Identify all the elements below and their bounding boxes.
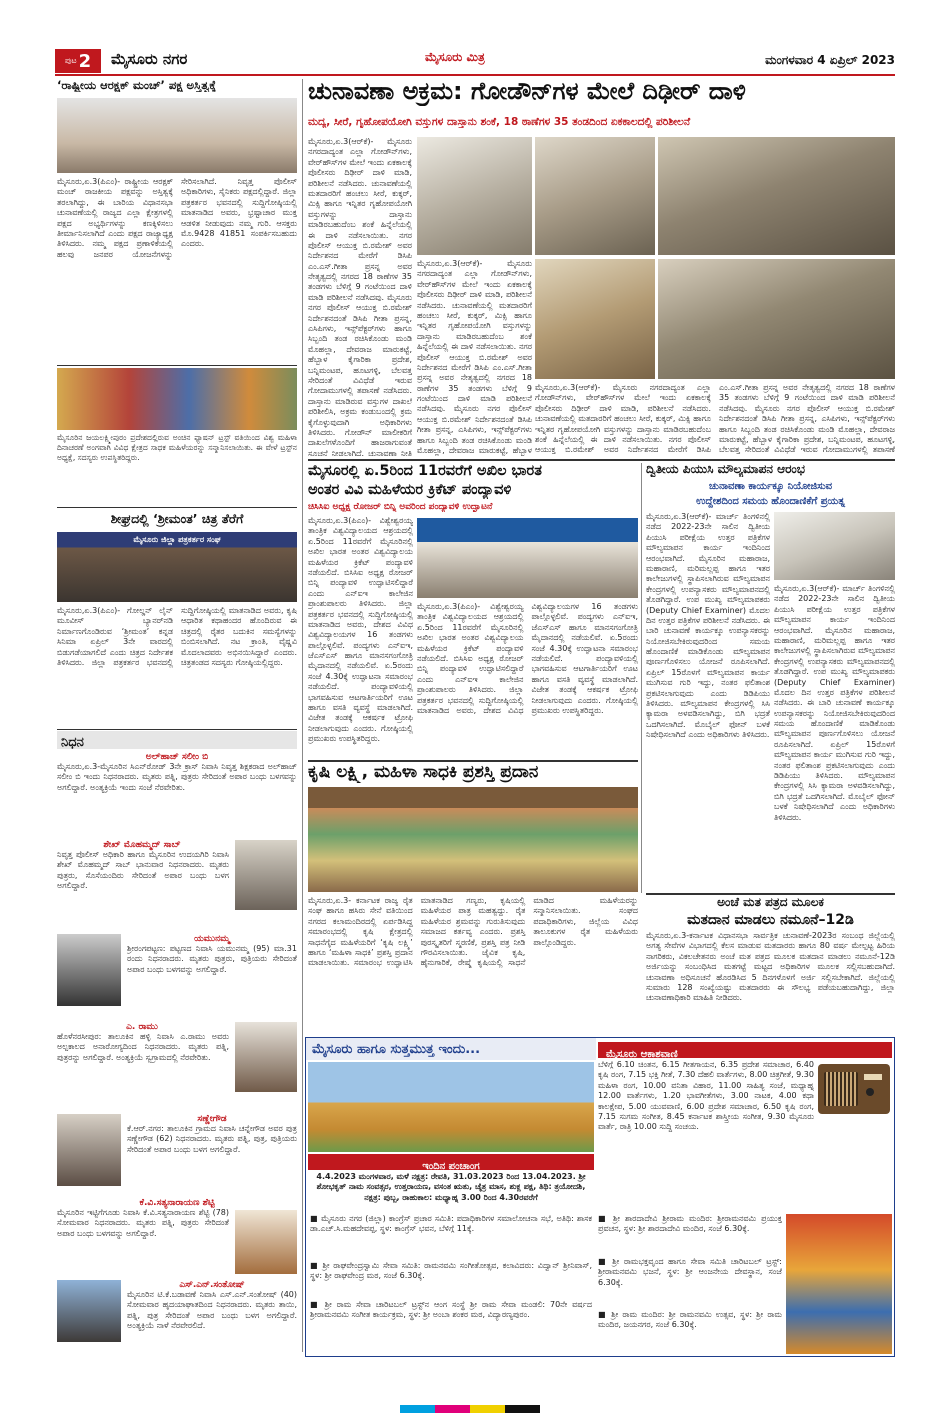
lead-subhead: ಮದ್ಯ, ಸೀರೆ, ಗೃಹೋಪಯೋಗಿ ವಸ್ತುಗಳ ದಾಸ್ತಾನು ಶಂಕೆ, 18 ಠಾಣೆಗಳ 35 ತಂಡದಿಂದ ಏಕಕಾಲದಲ್ಲಿ ಪರಿಶೀಲನೆ	[308, 116, 691, 128]
obit-name: ಶೇಖ್ ಮೊಹಮ್ಮದ್ ಸಾಬ್	[103, 840, 181, 850]
rashtriya-photo	[57, 98, 297, 173]
obit-text: ಹೊಳೆನರಸೀಪುರ: ತಾಲೂಕಿನ ಹಳ್ಳಿ ನಿವಾಸಿ ಎ.ರಾಮು ಅವರು ಅಲ್ಪಕಾಲದ ಅನಾರೋಗ್ಯದಿಂದ ನಿಧನರಾದರು. ಮೃತರು ಪತ್ನಿ, ಪುತ್ರರನ್ನು ಅಗಲಿದ್ದಾರೆ. ಅಂತ್ಯಕ್ರಿಯೆ ಸ್ವಗ್ರಾಮದಲ್ಲಿ ನೆರವೇರಿತು.	[57, 1032, 229, 1062]
cricket-headline-line1: ಮೈಸೂರಲ್ಲಿ ಏ.5ರಿಂದ 11ರವರೆಗೆ ಅಖಿಲ ಭಾರತ	[308, 463, 542, 479]
women-event-caption: ಮೈಸೂರಿನ ಜಯಲಕ್ಷ್ಮೀಪುರಂ ಪ್ರದೇಶದಲ್ಲಿರುವ ಅಂಚಿನ ಫ್ಯಾಷನ್ ಟ್ರಸ್ಟ್ ವತಿಯಿಂದ ವಿಶ್ವ ಮಹಿಳಾ ದಿನಾಚರಣೆ ಅಂಗವಾಗಿ ವಿವಿಧ ಕ್ಷೇತ್ರದ ಸಾಧಕ ಮಹಿಳೆಯರನ್ನು ಸನ್ಮಾನಿಸಲಾಯಿತು. ಈ ವೇಳೆ ಟ್ರಸ್ಟ್‌ನ ಅಧ್ಯಕ್ಷೆ, ಸದಸ್ಯರು ಉಪಸ್ಥಿತರಿದ್ದರು.	[57, 433, 297, 462]
obit-text: ಶ್ರೀರಂಗಪಟ್ಟಣ: ಪಟ್ಟಣದ ನಿವಾಸಿ ಯಮುನಮ್ಮ (95) ಮಾ.31 ರಂದು ನಿಧನರಾದರು. ಮೃತರು ಪುತ್ರರು, ಪುತ್ರಿಯರು ಸೇರಿದಂತೆ ಅಪಾರ ಬಂಧು ಬಳಗವನ್ನು ಅಗಲಿದ್ದಾರೆ.	[127, 944, 297, 974]
lead-headline: ಚುನಾವಣಾ ಅಕ್ರಮ: ಗೋಡೌನ್‌ಗಳ ಮೇಲೆ ದಿಢೀರ್ ದಾಳಿ	[308, 78, 746, 105]
puc-evaluation-photo	[774, 512, 895, 580]
header-rule	[55, 74, 895, 76]
lead-photo-inspection	[658, 259, 895, 379]
puc-headline-line3: ಉದ್ದೇಶದಿಂದ ಸಮಯ ಹೊಂದಾಣಿಕೆಗೆ ಪ್ರಯತ್ನ	[696, 496, 845, 507]
lead-photo-warehouse	[417, 137, 532, 255]
cinema-banner-text: ಮೈಸೂರು ಜಿಲ್ಲಾ ಪತ್ರಕರ್ತರ ಸಂಘ	[133, 535, 221, 544]
obit-name: ಅಲ್‌ಹಾಜ್ ಸಲೀಂ ಬಿ	[145, 752, 209, 762]
obituary-title-bar	[57, 731, 297, 749]
section-name: ಮೈಸೂರು ನಗರ	[111, 50, 188, 68]
column-divider	[641, 463, 642, 893]
event-item: ■ ಶ್ರೀ ರಾಮಭಕ್ತವೃಂದ ಹಾಗೂ ಸೇವಾ ಸಮಿತಿ ಚಾರಿಟಬಲ್ ಟ್ರಸ್ಟ್: ಶ್ರೀರಾಮನವಮಿ ಭಜನೆ, ಸ್ಥಳ: ಶ್ರೀ ಆಂಜನೇಯ ದೇವಸ್ಥಾನ, ಸಂಜೆ 6.30ಕ್ಕೆ.	[598, 1257, 782, 1287]
obit-text: ಕೆ.ಆರ್.ನಗರ: ತಾಲೂಕಿನ ಗ್ರಾಮದ ನಿವಾಸಿ ಚನ್ನೇಗೌಡ ಅವರ ಪುತ್ರ ಸಣ್ಣೇಗೌಡ (62) ನಿಧನರಾದರು. ಮೃತರು ಪತ್ನಿ, ಪುತ್ರ, ಪುತ್ರಿಯರು ಸೇರಿದಂತೆ ಅಪಾರ ಬಂಧು ಬಳಗ ಅಗಲಿದ್ದಾರೆ.	[127, 1124, 297, 1154]
obit-text: ಮೈಸೂರು,ಏ.3-ಮೈಸೂರಿನ ಸಿಎನ್‌ರೋಡ್ 3ನೇ ಕ್ರಾಸ್ ನಿವಾಸಿ ನಿವೃತ್ತ ಶಿಕ್ಷಕರಾದ ಅಲ್‌ಹಾಜ್ ಸಲೀಂ ಬಿ ಇಂದು ನಿಧನರಾದರು. ಮೃತರು ಪತ್ನಿ, ಪುತ್ರರು ಸೇರಿದಂತೆ ಅಪಾರ ಬಂಧು ಬಳಗವನ್ನು ಅಗಲಿದ್ದಾರೆ. ಅಂತ್ಯಕ್ರಿಯೆ ಇಂದು ಸಂಜೆ ನೆರವೇರಿತು.	[57, 762, 297, 792]
obit-name: ಕೆ.ವಿ.ಸತ್ಯನಾರಾಯಣ ಶೆಟ್ಟಿ	[139, 1198, 215, 1208]
obit-portrait	[235, 1022, 297, 1092]
obit-item	[57, 1114, 297, 1196]
event-item: ■ ಮೈಸೂರು ನಗರ (ಜಿಲ್ಲಾ) ಕಾಂಗ್ರೆಸ್ ಪ್ರಚಾರ ಸಮಿತಿ: ಪದಾಧಿಕಾರಿಗಳ ಸಮಾಲೋಚನಾ ಸಭೆ, ಅತಿಥಿ: ಶಾಸಕ ಡಾ.ಎಚ್.ಸಿ.ಮಹದೇವಪ್ಪ, ಸ್ಥಳ: ಕಾಂಗ್ರೆಸ್ ಭವನ, ಬೆಳಿಗ್ಗೆ 11ಕ್ಕೆ.	[310, 1214, 592, 1234]
obit-item	[57, 840, 297, 930]
krishi-body: ಮೈಸೂರು,ಏ.3- ಕರ್ನಾಟಕ ರಾಜ್ಯ ರೈತ ಸಂಘ ಹಾಗೂ ಹಸಿರು ಸೇನೆ ವತಿಯಿಂದ ನಗರದ ಕಲಾಮಂದಿರದಲ್ಲಿ ಏರ್ಪಡಿಸಿದ್ದ ಸಮಾರಂಭದಲ್ಲಿ ಕೃಷಿ ಕ್ಷೇತ್ರದಲ್ಲಿ ಸಾಧನೆಗೈದ ಮಹಿಳೆಯರಿಗೆ ‘ಕೃಷಿ ಲಕ್ಷ್ಮಿ’ ಹಾಗೂ ‘ಮಹಿಳಾ ಸಾಧಕಿ’ ಪ್ರಶಸ್ತಿ ಪ್ರದಾನ ಮಾಡಲಾಯಿತು. ಸಮಾರಂಭ ಉದ್ಘಾಟಿಸಿ ಮಾತನಾಡಿದ ಗಣ್ಯರು, ಕೃಷಿಯಲ್ಲಿ ಮಹಿಳೆಯರ ಪಾತ್ರ ಮಹತ್ವದ್ದು. ರೈತ ಮಹಿಳೆಯರ ಶ್ರಮವನ್ನು ಗುರುತಿಸುವುದು ಸಮಾಜದ ಕರ್ತವ್ಯ ಎಂದರು. ಪ್ರಶಸ್ತಿ ಪುರಸ್ಕೃತರಿಗೆ ಸ್ಮರಣಿಕೆ, ಪ್ರಶಸ್ತಿ ಪತ್ರ ನೀಡಿ ಗೌರವಿಸಲಾಯಿತು. ಜೈವಿಕ ಕೃಷಿ, ಹೈನುಗಾರಿಕೆ, ರೇಷ್ಮೆ ಕೃಷಿಯಲ್ಲಿ ಸಾಧನೆ ಮಾಡಿದ ಮಹಿಳೆಯರನ್ನು ಸನ್ಮಾನಿಸಲಾಯಿತು. ಸಂಘದ ಪದಾಧಿಕಾರಿಗಳು, ಜಿಲ್ಲೆಯ ವಿವಿಧ ತಾಲೂಕುಗಳ ರೈತ ಮಹಿಳೆಯರು ಪಾಲ್ಗೊಂಡಿದ್ದರು.	[308, 896, 638, 968]
akashvani-title: ಮೈಸೂರು ಆಕಾಶವಾಣಿ	[606, 1049, 678, 1060]
page-number: 2	[78, 50, 92, 72]
panchanga-text: 4.4.2023 ಮಂಗಳವಾರ, ಮಳೆ ನಕ್ಷತ್ರ: ರೇವತಿ, 31.03.2023 ರಿಂದ 13.04.2023. ಶ್ರೀ ಶೋಭಕೃತ್ ನಾಮ ಸಂವತ್ಸರ, ಉತ್ತರಾಯಣ, ವಸಂತ ಋತು, ಚೈತ್ರ ಮಾಸ, ಶುಕ್ಲ ಪಕ್ಷ, ತಿಥಿ: ತ್ರಯೋದಶಿ, ನಕ್ಷತ್ರ: ಪುಬ್ಬ, ರಾಹುಕಾಲ: ಮಧ್ಯಾಹ್ನ 3.00 ರಿಂದ 4.30ರವರೆಗೆ	[316, 1172, 586, 1202]
cricket-body-col2: ಮೈಸೂರು,ಏ.3(ಪಿಎಂ)- ವಿಶ್ವೇಶ್ವರಯ್ಯ ತಾಂತ್ರಿಕ ವಿಶ್ವವಿದ್ಯಾಲಯದ ಆಶ್ರಯದಲ್ಲಿ ಏ.5ರಿಂದ 11ರವರೆಗೆ ಮೈಸೂರಿನಲ್ಲಿ ಅಖಿಲ ಭಾರತ ಅಂತರ ವಿಶ್ವವಿದ್ಯಾಲಯ ಮಹಿಳೆಯರ ಕ್ರಿಕೆಟ್ ಪಂದ್ಯಾವಳಿ ನಡೆಯಲಿದೆ. ಬಿಸಿಸಿಐ ಅಧ್ಯಕ್ಷ ರೋಜರ್ ಬಿನ್ನಿ ಪಂದ್ಯಾವಳಿ ಉದ್ಘಾಟಿಸಲಿದ್ದಾರೆ ಎಂದು ಎನ್‌ಐಇ ಕಾಲೇಜಿನ ಪ್ರಾಂಶುಪಾಲರು ತಿಳಿಸಿದರು. ಜಿಲ್ಲಾ ಪತ್ರಕರ್ತರ ಭವನದಲ್ಲಿ ಸುದ್ದಿಗೋಷ್ಠಿಯಲ್ಲಿ ಮಾತನಾಡಿದ ಅವರು, ದೇಶದ ವಿವಿಧ ವಿಶ್ವವಿದ್ಯಾಲಯಗಳ 16 ತಂಡಗಳು ಪಾಲ್ಗೊಳ್ಳಲಿವೆ. ಪಂದ್ಯಗಳು ಎನ್‌ಐಇ, ಜೆಎಸ್‌ಎಸ್ ಹಾಗೂ ಮಾನಸಗಂಗೋತ್ರಿ ಮೈದಾನದಲ್ಲಿ ನಡೆಯಲಿವೆ. ಏ.5ರಂದು ಸಂಜೆ 4.30ಕ್ಕೆ ಉದ್ಘಾಟನಾ ಸಮಾರಂಭ ನಡೆಯಲಿದೆ. ಪಂದ್ಯಾವಳಿಯಲ್ಲಿ ಭಾಗವಹಿಸುವ ಆಟಗಾರ್ತಿಯರಿಗೆ ಊಟ ಹಾಗೂ ವಸತಿ ವ್ಯವಸ್ಥೆ ಮಾಡಲಾಗಿದೆ. ವಿಜೇತ ತಂಡಕ್ಕೆ ಆಕರ್ಷಕ ಟ್ರೋಫಿ ನೀಡಲಾಗುವುದು ಎಂದರು. ಗೋಷ್ಠಿಯಲ್ಲಿ ಪ್ರಮುಖರು ಉಪಸ್ಥಿತರಿದ್ದರು.	[417, 602, 638, 715]
divider	[57, 507, 297, 508]
lead-body-bottom: ಮೈಸೂರು,ಏ.3(ಆರ್‌ಕೆ)- ಮೈಸೂರು ನಗರದಾದ್ಯಂತ ಎಲ್ಲಾ ಗೋಡೌನ್‌ಗಳು, ವೇರ್‌ಹೌಸ್‌ಗಳ ಮೇಲೆ ಇಂದು ಏಕಕಾಲಕ್ಕೆ ಪೊಲೀಸರು ದಿಢೀರ್ ದಾಳಿ ಮಾಡಿ, ಪರಿಶೀಲನೆ ನಡೆಸಿದರು. ಚುನಾವಣೆಯಲ್ಲಿ ಮತದಾರರಿಗೆ ಹಂಚಲು ಸೀರೆ, ಕುಕ್ಕರ್, ಮಿಕ್ಸಿ ಹಾಗೂ ಇನ್ನಿತರ ಗೃಹೋಪಯೋಗಿ ವಸ್ತುಗಳನ್ನು ದಾಸ್ತಾನು ಮಾಡಿರಬಹುದೆಂಬ ಶಂಕೆ ಹಿನ್ನೆಲೆಯಲ್ಲಿ ಈ ದಾಳಿ ನಡೆಸಲಾಯಿತು. ನಗರ ಪೊಲೀಸ್ ಆಯುಕ್ತ ಬಿ.ರಮೇಶ್ ಅವರ ನಿರ್ದೇಶನದ ಮೇರೆಗೆ ಡಿಸಿಪಿ ಎಂ.ಎಸ್.ಗೀತಾ ಪ್ರಸನ್ನ ಅವರ ನೇತೃತ್ವದಲ್ಲಿ ನಗರದ 18 ಠಾಣೆಗಳ 35 ತಂಡಗಳು ಬೆಳಿಗ್ಗೆ 9 ಗಂಟೆಯಿಂದ ದಾಳಿ ಮಾಡಿ ಪರಿಶೀಲನೆ ನಡೆಸಿದವು. ಮೈಸೂರು ನಗರ ಪೊಲೀಸ್ ಆಯುಕ್ತ ಬಿ.ರಮೇಶ್ ನಿರ್ದೇಶನದಂತೆ ಡಿಸಿಪಿ ಗೀತಾ ಪ್ರಸನ್ನ, ಎಸಿಪಿಗಳು, ಇನ್ಸ್‌ಪೆಕ್ಟರ್‌ಗಳು ಹಾಗೂ ಸಿಬ್ಬಂದಿ ತಂಡ ರಚಿಸಿಕೊಂಡು ಮಂಡಿ ಮೊಹಲ್ಲಾ, ದೇವರಾಜ ಮಾರುಕಟ್ಟೆ, ಹೆಬ್ಬಾಳ ಕೈಗಾರಿಕಾ ಪ್ರದೇಶ, ಬನ್ನಿಮಂಟಪ, ಹೂಟಗಳ್ಳಿ, ಬೆಲವತ್ತ ಸೇರಿದಂತೆ ವಿವಿಧೆಡೆ ಇರುವ ಗೋದಾಮುಗಳಲ್ಲಿ ತಪಾಸಣೆ	[535, 383, 895, 455]
puc-headline-line2: ಚುನಾವಣಾ ಕಾರ್ಯಕ್ಕೂ ನಿಯೋಜಿಸುವ	[708, 481, 833, 492]
divider	[308, 459, 895, 461]
cricket-body-col1: ಮೈಸೂರು,ಏ.3(ಪಿಎಂ)- ವಿಶ್ವೇಶ್ವರಯ್ಯ ತಾಂತ್ರಿಕ ವಿಶ್ವವಿದ್ಯಾಲಯದ ಆಶ್ರಯದಲ್ಲಿ ಏ.5ರಿಂದ 11ರವರೆಗೆ ಮೈಸೂರಿನಲ್ಲಿ ಅಖಿಲ ಭಾರತ ಅಂತರ ವಿಶ್ವವಿದ್ಯಾಲಯ ಮಹಿಳೆಯರ ಕ್ರಿಕೆಟ್ ಪಂದ್ಯಾವಳಿ ನಡೆಯಲಿದೆ. ಬಿಸಿಸಿಐ ಅಧ್ಯಕ್ಷ ರೋಜರ್ ಬಿನ್ನಿ ಪಂದ್ಯಾವಳಿ ಉದ್ಘಾಟಿಸಲಿದ್ದಾರೆ ಎಂದು ಎನ್‌ಐಇ ಕಾಲೇಜಿನ ಪ್ರಾಂಶುಪಾಲರು ತಿಳಿಸಿದರು. ಜಿಲ್ಲಾ ಪತ್ರಕರ್ತರ ಭವನದಲ್ಲಿ ಸುದ್ದಿಗೋಷ್ಠಿಯಲ್ಲಿ ಮಾತನಾಡಿದ ಅವರು, ದೇಶದ ವಿವಿಧ ವಿಶ್ವವಿದ್ಯಾಲಯಗಳ 16 ತಂಡಗಳು ಪಾಲ್ಗೊಳ್ಳಲಿವೆ. ಪಂದ್ಯಗಳು ಎನ್‌ಐಇ, ಜೆಎಸ್‌ಎಸ್ ಹಾಗೂ ಮಾನಸಗಂಗೋತ್ರಿ ಮೈದಾನದಲ್ಲಿ ನಡೆಯಲಿವೆ. ಏ.5ರಂದು ಸಂಜೆ 4.30ಕ್ಕೆ ಉದ್ಘಾಟನಾ ಸಮಾರಂಭ ನಡೆಯಲಿದೆ. ಪಂದ್ಯಾವಳಿಯಲ್ಲಿ ಭಾಗವಹಿಸುವ ಆಟಗಾರ್ತಿಯರಿಗೆ ಊಟ ಹಾಗೂ ವಸತಿ ವ್ಯವಸ್ಥೆ ಮಾಡಲಾಗಿದೆ. ವಿಜೇತ ತಂಡಕ್ಕೆ ಆಕರ್ಷಕ ಟ್ರೋಫಿ ನೀಡಲಾಗುವುದು ಎಂದರು. ಗೋಷ್ಠಿಯಲ್ಲಿ ಪ್ರಮುಖರು ಉಪಸ್ಥಿತರಿದ್ದರು.	[308, 516, 413, 744]
today-title: ಮೈಸೂರು ಹಾಗೂ ಸುತ್ತಮುತ್ತ ಇಂದು...	[312, 1042, 481, 1057]
obit-name: ಯಮುನಮ್ಮ	[194, 934, 230, 944]
sri-rama-image	[786, 1214, 892, 1354]
today-title-bar	[306, 1038, 596, 1060]
obit-item	[57, 1198, 297, 1278]
divider	[308, 760, 638, 762]
obit-portrait	[57, 1280, 121, 1342]
cinema-headline: ಶೀಘ್ರದಲ್ಲಿ ‘ಶ್ರೀಮಂತ’ ಚಿತ್ರ ತೆರೆಗೆ	[110, 511, 244, 526]
cricket-subhead: ಚಿಸಿಸಿಐ ಅಧ್ಯಕ್ಷ ರೋಜರ್ ಬಿನ್ನಿ ಅವರಿಂದ ಪಂದ್ಯಾವಳಿ ಉದ್ಘಾಟನೆ	[308, 502, 493, 512]
form12d-headline-line2: ಮತದಾನ ಮಾಡಲು ನಮೂನೆ–12ಡಿ	[687, 912, 854, 928]
lead-photo-officers	[658, 137, 895, 255]
cricket-press-photo	[417, 518, 638, 598]
obit-item	[57, 934, 297, 1019]
page-label: ಪುಟ	[64, 56, 77, 65]
women-event-photo	[57, 368, 297, 430]
akashvani-text: ಬೆಳಿಗ್ಗೆ 6.10 ಚಿಂತನ, 6.15 ಗೀತಗಾಯನ, 6.35 ಪ್ರದೇಶ ಸಮಾಚಾರ, 6.40 ಕೃಷಿ ರಂಗ, 7.15 ಭಕ್ತಿ ಗೀತೆ, 7.30 ದೆಹಲಿ ವಾರ್ತೆಗಳು, 8.00 ಚಿತ್ರಗೀತೆ, 9.30 ಮಹಿಳಾ ರಂಗ, 10.00 ವನಿತಾ ವಿಹಾರ, 11.00 ಸಾಹಿತ್ಯ ಸಂಜೆ, ಮಧ್ಯಾಹ್ನ 12.00 ವಾರ್ತೆಗಳು, 1.20 ಭಾವಗೀತೆಗಳು, 3.00 ನಾಟಕ, 4.00 ಕಥಾ ಕಾಲಕ್ಷೇಪ, 5.00 ಯುವವಾಣಿ, 6.00 ಪ್ರದೇಶ ಸಮಾಚಾರ, 6.50 ಕೃಷಿ ರಂಗ, 7.15 ಸುಗಮ ಸಂಗೀತ, 8.45 ಕರ್ನಾಟಕ ಶಾಸ್ತ್ರೀಯ ಸಂಗೀತ, 9.30 ಮೈಸೂರು ವಾರ್ತೆ, ರಾತ್ರಿ 10.00 ಸುದ್ದಿ ಸಂಚಯ.	[598, 1060, 814, 1132]
krishi-award-photo	[308, 787, 638, 892]
events-right	[598, 1214, 782, 1354]
divider	[57, 365, 297, 366]
krishi-headline: ಕೃಷಿ ಲಕ್ಷ್ಮಿ, ಮಹಿಳಾ ಸಾಧಕಿ ಪ್ರಶಸ್ತಿ ಪ್ರದಾನ	[308, 763, 539, 782]
obit-name: ಎ. ರಾಮು	[126, 1022, 158, 1032]
obituary-title: ನಿಧನ	[61, 735, 84, 750]
obit-name: ಎಸ್.ಎನ್.ಸಂತೋಷ್	[179, 1280, 245, 1290]
cinema-photo	[57, 532, 297, 602]
lead-photo-boxes	[535, 259, 655, 379]
event-item: ■ ಶ್ರೀ ಶಾರದಾದೇವಿ ಶ್ರೀರಾಮ ಮಂದಿರ: ಶ್ರೀರಾಮನವಮಿ ಪ್ರಯುಕ್ತ ಪ್ರವಚನ, ಸ್ಥಳ: ಶ್ರೀ ಶಾರದಾದೇವಿ ಮಂದಿರ, ಸಂಜೆ 6.30ಕ್ಕೆ.	[598, 1214, 782, 1234]
akashvani-title-bar	[598, 1042, 892, 1058]
today-box	[305, 1037, 895, 1357]
obit-name: ಸಣ್ಣೇಗೌಡ	[197, 1114, 227, 1124]
obit-text: ಮೈಸೂರಿನ ಇಟ್ಟಿಗೆಗೂಡು ನಿವಾಸಿ ಕೆ.ವಿ.ಸತ್ಯನಾರಾಯಣ ಶೆಟ್ಟಿ (78) ಸೋಮವಾರ ನಿಧನರಾದರು. ಮೃತರು ಪತ್ನಿ, ಪುತ್ರರು ಸೇರಿದಂತೆ ಅಪಾರ ಬಂಧು ಬಳಗವನ್ನು ಅಗಲಿದ್ದಾರೆ.	[57, 1208, 229, 1238]
lead-photo-police-storeroom	[535, 137, 655, 255]
mysore-palace-photo	[308, 1062, 594, 1152]
lead-body-col: ಮೈಸೂರು,ಏ.3(ಆರ್‌ಕೆ)- ಮೈಸೂರು ನಗರದಾದ್ಯಂತ ಎಲ್ಲಾ ಗೋಡೌನ್‌ಗಳು, ವೇರ್‌ಹೌಸ್‌ಗಳ ಮೇಲೆ ಇಂದು ಏಕಕಾಲಕ್ಕೆ ಪೊಲೀಸರು ದಿಢೀರ್ ದಾಳಿ ಮಾಡಿ, ಪರಿಶೀಲನೆ ನಡೆಸಿದರು. ಚುನಾವಣೆಯಲ್ಲಿ ಮತದಾರರಿಗೆ ಹಂಚಲು ಸೀರೆ, ಕುಕ್ಕರ್, ಮಿಕ್ಸಿ ಹಾಗೂ ಇನ್ನಿತರ ಗೃಹೋಪಯೋಗಿ ವಸ್ತುಗಳನ್ನು ದಾಸ್ತಾನು ಮಾಡಿರಬಹುದೆಂಬ ಶಂಕೆ ಹಿನ್ನೆಲೆಯಲ್ಲಿ ಈ ದಾಳಿ ನಡೆಸಲಾಯಿತು. ನಗರ ಪೊಲೀಸ್ ಆಯುಕ್ತ ಬಿ.ರಮೇಶ್ ಅವರ ನಿರ್ದೇಶನದ ಮೇರೆಗೆ ಡಿಸಿಪಿ ಎಂ.ಎಸ್.ಗೀತಾ ಪ್ರಸನ್ನ ಅವರ ನೇತೃತ್ವದಲ್ಲಿ ನಗರದ 18 ಠಾಣೆಗಳ 35 ತಂಡಗಳು ಬೆಳಿಗ್ಗೆ 9 ಗಂಟೆಯಿಂದ ದಾಳಿ ಮಾಡಿ ಪರಿಶೀಲನೆ ನಡೆಸಿದವು. ಮೈಸೂರು ನಗರ ಪೊಲೀಸ್ ಆಯುಕ್ತ ಬಿ.ರಮೇಶ್ ನಿರ್ದೇಶನದಂತೆ ಡಿಸಿಪಿ ಗೀತಾ ಪ್ರಸನ್ನ, ಎಸಿಪಿಗಳು, ಇನ್ಸ್‌ಪೆಕ್ಟರ್‌ಗಳು ಹಾಗೂ ಸಿಬ್ಬಂದಿ ತಂಡ ರಚಿಸಿಕೊಂಡು ಮಂಡಿ ಮೊಹಲ್ಲಾ, ದೇವರಾಜ ಮಾರುಕಟ್ಟೆ, ಹೆಬ್ಬಾಳ ಕೈಗಾರಿಕಾ ಪ್ರದೇಶ, ಬನ್ನಿಮಂಟಪ, ಹೂಟಗಳ್ಳಿ, ಬೆಲವತ್ತ ಸೇರಿದಂತೆ ವಿವಿಧೆಡೆ ಇರುವ ಗೋದಾಮುಗಳಲ್ಲಿ ತಪಾಸಣೆ ನಡೆಸಿದರು. ದಾಸ್ತಾನು ಮಾಡಿರುವ ವಸ್ತುಗಳ ದಾಖಲೆ ಪರಿಶೀಲಿಸಿ, ಅಕ್ರಮ ಕಂಡುಬಂದಲ್ಲಿ ಕ್ರಮ ಕೈಗೊಳ್ಳುವುದಾಗಿ ಅಧಿಕಾರಿಗಳು ತಿಳಿಸಿದರು. ಗೋಡೌನ್ ಮಾಲೀಕರಿಗೆ ದಾಖಲೆಗಳೊಂದಿಗೆ ಹಾಜರಾಗುವಂತೆ ಸೂಚನೆ ನೀಡಲಾಗಿದೆ. ಚುನಾವಣಾ ನೀತಿ	[308, 137, 412, 457]
obit-text: ಮೈಸೂರಿನ ಟಿ.ಕೆ.ಬಡಾವಣೆ ನಿವಾಸಿ ಎಸ್.ಎನ್.ಸಂತೋಷ್ (40) ಸೋಮವಾರ ಹೃದಯಾಘಾತದಿಂದ ನಿಧನರಾದರು. ಮೃತರು ತಾಯಿ, ಪತ್ನಿ, ಪುತ್ರ ಸೇರಿದಂತೆ ಅಪಾರ ಬಂಧು ಬಳಗ ಅಗಲಿದ್ದಾರೆ. ಅಂತ್ಯಕ್ರಿಯೆ ನಾಳೆ ನೆರವೇರಲಿದೆ.	[127, 1290, 297, 1331]
event-item: ■ ಶ್ರೀ ರಾಮ ಮಂದಿರ: ಶ್ರೀ ರಾಮನವಮಿ ಉತ್ಸವ, ಸ್ಥಳ: ಶ್ರೀ ರಾಮ ಮಂದಿರ, ಜಯನಗರ, ಸಂಜೆ 6.30ಕ್ಕೆ.	[598, 1310, 782, 1330]
lead-body-col2: ಮೈಸೂರು,ಏ.3(ಆರ್‌ಕೆ)- ಮೈಸೂರು ನಗರದಾದ್ಯಂತ ಎಲ್ಲಾ ಗೋಡೌನ್‌ಗಳು, ವೇರ್‌ಹೌಸ್‌ಗಳ ಮೇಲೆ ಇಂದು ಏಕಕಾಲಕ್ಕೆ ಪೊಲೀಸರು ದಿಢೀರ್ ದಾಳಿ ಮಾಡಿ, ಪರಿಶೀಲನೆ ನಡೆಸಿದರು. ಚುನಾವಣೆಯಲ್ಲಿ ಮತದಾರರಿಗೆ ಹಂಚಲು ಸೀರೆ, ಕುಕ್ಕರ್, ಮಿಕ್ಸಿ ಹಾಗೂ ಇನ್ನಿತರ ಗೃಹೋಪಯೋಗಿ ವಸ್ತುಗಳನ್ನು ದಾಸ್ತಾನು ಮಾಡಿರಬಹುದೆಂಬ ಶಂಕೆ ಹಿನ್ನೆಲೆಯಲ್ಲಿ ಈ ದಾಳಿ ನಡೆಸಲಾಯಿತು. ನಗರ ಪೊಲೀಸ್ ಆಯುಕ್ತ ಬಿ.ರಮೇಶ್ ಅವರ ನಿರ್ದೇಶನದ ಮೇರೆಗೆ ಡಿಸಿಪಿ ಎಂ.ಎಸ್.ಗೀತಾ ಪ್ರಸನ್ನ ಅವರ ನೇತೃತ್ವದಲ್ಲಿ ನಗರದ 18 ಠಾಣೆಗಳ 35 ತಂಡಗಳು ಬೆಳಿಗ್ಗೆ 9 ಗಂಟೆಯಿಂದ ದಾಳಿ ಮಾಡಿ ಪರಿಶೀಲನೆ ನಡೆಸಿದವು. ಮೈಸೂರು ನಗರ ಪೊಲೀಸ್ ಆಯುಕ್ತ ಬಿ.ರಮೇಶ್ ನಿರ್ದೇಶನದಂತೆ ಡಿಸಿಪಿ ಗೀತಾ ಪ್ರಸನ್ನ, ಎಸಿಪಿಗಳು, ಇನ್ಸ್‌ಪೆಕ್ಟರ್‌ಗಳು ಹಾಗೂ ಸಿಬ್ಬಂದಿ ತಂಡ ರಚಿಸಿಕೊಂಡು ಮಂಡಿ ಮೊಹಲ್ಲಾ, ದೇವರಾಜ ಮಾರುಕಟ್ಟೆ, ಹೆಬ್ಬಾಳ	[417, 259, 532, 456]
event-item: ■ ಶ್ರೀ ರಾಮ ಸೇವಾ ಚಾರಿಟಬಲ್ ಟ್ರಸ್ಟ್‌ನ ಆಂಗ ಸಂಸ್ಥೆ ಶ್ರೀ ರಾಮ ಸೇವಾ ಮಂಡಲಿ: 70ನೇ ವರ್ಷದ ಶ್ರೀರಾಮನವಮಿ ಸಂಗೀತ ಕಾರ್ಯಕ್ರಮ, ಸ್ಥಳ: ಶ್ರೀ ಅಂಬಾ ಶಂಕರ ಮಠ, ವಿದ್ಯಾರಣ್ಯಪುರಂ.	[310, 1300, 592, 1320]
obit-portrait	[235, 1210, 297, 1274]
obit-portrait	[57, 1114, 121, 1186]
masthead-logo: ಮೈಸೂರು ಮಿತ್ರ	[425, 50, 485, 64]
obit-text: ನಿವೃತ್ತ ಪೊಲೀಸ್ ಅಧಿಕಾರಿ ಹಾಗೂ ಮೈಸೂರಿನ ಉದಯಗಿರಿ ನಿವಾಸಿ ಶೇಖ್ ಮೊಹಮ್ಮದ್ ಸಾಬ್ ಭಾನುವಾರ ನಿಧನರಾದರು. ಮೃತರು ಪುತ್ರರು, ಸೊಸೆಯಂದಿರು ಸೇರಿದಂತೆ ಅಪಾರ ಬಂಧು ಬಳಗ ಅಗಲಿದ್ದಾರೆ.	[57, 850, 229, 891]
puc-body-col1: ಮೈಸೂರು,ಏ.3(ಆರ್‌ಕೆ)- ಮಾರ್ಚ್ ತಿಂಗಳಿನಲ್ಲಿ ನಡೆದ 2022-23ನೇ ಸಾಲಿನ ದ್ವಿತೀಯ ಪಿಯುಸಿ ಪರೀಕ್ಷೆಯ ಉತ್ತರ ಪತ್ರಿಕೆಗಳ ಮೌಲ್ಯಮಾಪನ ಕಾರ್ಯ ಇಂದಿನಿಂದ ಆರಂಭವಾಗಿದೆ. ಮೈಸೂರಿನ ಮಹಾರಾಜ, ಮಹಾರಾಣಿ, ಮರಿಮಲ್ಲಪ್ಪ ಹಾಗೂ ಇತರ ಕಾಲೇಜುಗಳಲ್ಲಿ ಸ್ಥಾಪಿಸಲಾಗಿರುವ ಮೌಲ್ಯಮಾಪನ ಕೇಂದ್ರಗಳಲ್ಲಿ ಉಪನ್ಯಾಸಕರು ಮೌಲ್ಯಮಾಪನದಲ್ಲಿ ತೊಡಗಿದ್ದಾರೆ. ಉಪ ಮುಖ್ಯ ಮೌಲ್ಯಮಾಪಕರು (Deputy Chief Examiner) ಮೊದಲ ದಿನ ಉತ್ತರ ಪತ್ರಿಕೆಗಳ ಪರಿಶೀಲನೆ ನಡೆಸಿದರು. ಈ ಬಾರಿ ಚುನಾವಣೆ ಕಾರ್ಯಕ್ಕೂ ಉಪನ್ಯಾಸಕರನ್ನು ನಿಯೋಜಿಸಬೇಕಿರುವುದರಿಂದ ಸಮಯ ಹೊಂದಾಣಿಕೆ ಮಾಡಿಕೊಂಡು ಮೌಲ್ಯಮಾಪನ ಪೂರ್ಣಗೊಳಿಸಲು ಯೋಜನೆ ರೂಪಿಸಲಾಗಿದೆ. ಏಪ್ರಿಲ್ 15ರೊಳಗೆ ಮೌಲ್ಯಮಾಪನ ಕಾರ್ಯ ಮುಗಿಸುವ ಗುರಿ ಇದ್ದು, ನಂತರ ಫಲಿತಾಂಶ ಪ್ರಕಟಿಸಲಾಗುವುದು ಎಂದು ಡಿಡಿಪಿಯು ತಿಳಿಸಿದರು. ಮೌಲ್ಯಮಾಪನ ಕೇಂದ್ರಗಳಲ್ಲಿ ಸಿಸಿ ಕ್ಯಾಮರಾ ಅಳವಡಿಸಲಾಗಿದ್ದು, ಬಿಗಿ ಭದ್ರತೆ ಒದಗಿಸಲಾಗಿದೆ. ಮೊಬೈಲ್ ಫೋನ್ ಬಳಕೆ ನಿಷೇಧಿಸಲಾಗಿದೆ ಎಂದು ಅಧಿಕಾರಿಗಳು ತಿಳಿಸಿದರು.	[646, 512, 770, 740]
page-header	[55, 49, 895, 73]
obituary-list	[57, 752, 297, 1352]
panchanga-title: ಇಂದಿನ ಪಂಚಾಂಗ	[422, 1161, 480, 1172]
obit-item	[57, 1022, 297, 1110]
form12d-headline-line1: ಅಂಚೆ ಮತ ಪತ್ರದ ಮೂಲಕ	[717, 895, 824, 909]
rashtriya-body: ಮೈಸೂರು,ಏ.3(ಪಿಎಂ)- ರಾಷ್ಟ್ರೀಯ ಆರಕ್ಷಕ್ ಮಂಚ್ ರಾಜಕೀಯ ಪಕ್ಷವನ್ನು ಅಸ್ತಿತ್ವಕ್ಕೆ ತರಲಾಗಿದ್ದು, ಈ ಬಾರಿಯ ವಿಧಾನಸಭಾ ಚುನಾವಣೆಯಲ್ಲಿ ರಾಜ್ಯದ ಎಲ್ಲಾ ಕ್ಷೇತ್ರಗಳಲ್ಲಿ ಪಕ್ಷದ ಅಭ್ಯರ್ಥಿಗಳನ್ನು ಕಣಕ್ಕಿಳಿಸಲು ತೀರ್ಮಾನಿಸಲಾಗಿದೆ ಎಂದು ಪಕ್ಷದ ರಾಜ್ಯಾಧ್ಯಕ್ಷ ತಿಳಿಸಿದರು. ನಮ್ಮ ಪಕ್ಷದ ಪ್ರಣಾಳಿಕೆಯಲ್ಲಿ ಹಲವು ಜನಪರ ಯೋಜನೆಗಳನ್ನು ಸೇರಿಸಲಾಗಿದೆ. ನಿವೃತ್ತ ಪೊಲೀಸ್ ಅಧಿಕಾರಿಗಳು, ಸೈನಿಕರು ಪಕ್ಷದಲ್ಲಿದ್ದಾರೆ. ಜಿಲ್ಲಾ ಪತ್ರಕರ್ತರ ಭವನದಲ್ಲಿ ಸುದ್ದಿಗೋಷ್ಠಿಯಲ್ಲಿ ಮಾತನಾಡಿದ ಅವರು, ಭ್ರಷ್ಟಾಚಾರ ಮುಕ್ತ ಆಡಳಿತ ನೀಡುವುದು ನಮ್ಮ ಗುರಿ. ಆಸಕ್ತರು ಮೊ.9428 41851 ಸಂಪರ್ಕಿಸಬಹುದು ಎಂದರು.	[57, 177, 297, 259]
radio-icon	[818, 1064, 890, 1114]
cricket-headline-line2: ಅಂತರ ವಿವಿ ಮಹಿಳೆಯರ ಕ್ರಿಕೆಟ್ ಪಂದ್ಯಾವಳಿ	[308, 482, 512, 498]
panchanga-title-bar	[308, 1154, 594, 1170]
obit-item	[57, 1280, 297, 1352]
obit-portrait	[57, 934, 121, 1006]
rashtriya-headline: ‘ರಾಷ್ಟ್ರೀಯ ಆರಕ್ಷಕ್ ಮಂಚ್’ ಪಕ್ಷ ಅಸ್ತಿತ್ವಕ್ಕೆ	[57, 79, 217, 92]
events-left	[310, 1214, 592, 1354]
column-divider	[302, 79, 303, 1352]
puc-headline-line1: ದ್ವಿತೀಯ ಪಿಯುಸಿ ಮೌಲ್ಯಮಾಪನ ಆರಂಭ	[646, 463, 805, 476]
print-color-bar	[400, 1405, 540, 1413]
puc-body-col2: ಮೈಸೂರು,ಏ.3(ಆರ್‌ಕೆ)- ಮಾರ್ಚ್ ತಿಂಗಳಿನಲ್ಲಿ ನಡೆದ 2022-23ನೇ ಸಾಲಿನ ದ್ವಿತೀಯ ಪಿಯುಸಿ ಪರೀಕ್ಷೆಯ ಉತ್ತರ ಪತ್ರಿಕೆಗಳ ಮೌಲ್ಯಮಾಪನ ಕಾರ್ಯ ಇಂದಿನಿಂದ ಆರಂಭವಾಗಿದೆ. ಮೈಸೂರಿನ ಮಹಾರಾಜ, ಮಹಾರಾಣಿ, ಮರಿಮಲ್ಲಪ್ಪ ಹಾಗೂ ಇತರ ಕಾಲೇಜುಗಳಲ್ಲಿ ಸ್ಥಾಪಿಸಲಾಗಿರುವ ಮೌಲ್ಯಮಾಪನ ಕೇಂದ್ರಗಳಲ್ಲಿ ಉಪನ್ಯಾಸಕರು ಮೌಲ್ಯಮಾಪನದಲ್ಲಿ ತೊಡಗಿದ್ದಾರೆ. ಉಪ ಮುಖ್ಯ ಮೌಲ್ಯಮಾಪಕರು (Deputy Chief Examiner) ಮೊದಲ ದಿನ ಉತ್ತರ ಪತ್ರಿಕೆಗಳ ಪರಿಶೀಲನೆ ನಡೆಸಿದರು. ಈ ಬಾರಿ ಚುನಾವಣೆ ಕಾರ್ಯಕ್ಕೂ ಉಪನ್ಯಾಸಕರನ್ನು ನಿಯೋಜಿಸಬೇಕಿರುವುದರಿಂದ ಸಮಯ ಹೊಂದಾಣಿಕೆ ಮಾಡಿಕೊಂಡು ಮೌಲ್ಯಮಾಪನ ಪೂರ್ಣಗೊಳಿಸಲು ಯೋಜನೆ ರೂಪಿಸಲಾಗಿದೆ. ಏಪ್ರಿಲ್ 15ರೊಳಗೆ ಮೌಲ್ಯಮಾಪನ ಕಾರ್ಯ ಮುಗಿಸುವ ಗುರಿ ಇದ್ದು, ನಂತರ ಫಲಿತಾಂಶ ಪ್ರಕಟಿಸಲಾಗುವುದು ಎಂದು ಡಿಡಿಪಿಯು ತಿಳಿಸಿದರು. ಮೌಲ್ಯಮಾಪನ ಕೇಂದ್ರಗಳಲ್ಲಿ ಸಿಸಿ ಕ್ಯಾಮರಾ ಅಳವಡಿಸಲಾಗಿದ್ದು, ಬಿಗಿ ಭದ್ರತೆ ಒದಗಿಸಲಾಗಿದೆ. ಮೊಬೈಲ್ ಫೋನ್ ಬಳಕೆ ನಿಷೇಧಿಸಲಾಗಿದೆ ಎಂದು ಅಧಿಕಾರಿಗಳು ತಿಳಿಸಿದರು.	[774, 584, 895, 822]
divider	[57, 729, 297, 730]
obit-portrait	[235, 840, 297, 910]
issue-date: ಮಂಗಳವಾರ 4 ಏಪ್ರಿಲ್ 2023	[765, 53, 895, 67]
cinema-body: ಮೈಸೂರು,ಏ.3(ಪಿಎಂ)- ಗೋಲ್ಡನ್ ಲೈನ್ ಮೂವೀಸ್ ಬ್ಯಾನರ್‌ನಡಿ ನಿರ್ಮಾಣಗೊಂಡಿರುವ ‘ಶ್ರೀಮಂತ’ ಕನ್ನಡ ಸಿನಿಮಾ ಏಪ್ರಿಲ್ 3ನೇ ವಾರದಲ್ಲಿ ಬಿಡುಗಡೆಯಾಗಲಿದೆ ಎಂದು ಚಿತ್ರದ ನಿರ್ದೇಶಕ ತಿಳಿಸಿದರು. ಜಿಲ್ಲಾ ಪತ್ರಕರ್ತರ ಭವನದಲ್ಲಿ ಸುದ್ದಿಗೋಷ್ಠಿಯಲ್ಲಿ ಮಾತನಾಡಿದ ಅವರು, ಕೃಷಿ ಆಧಾರಿತ ಕಥಾಹಂದರ ಹೊಂದಿರುವ ಈ ಚಿತ್ರದಲ್ಲಿ ರೈತರ ಬದುಕಿನ ಸಮಸ್ಯೆಗಳನ್ನು ಬಿಂಬಿಸಲಾಗಿದೆ. ನಟ ಕ್ರಾಂತಿ, ವೈಷ್ಣವಿ ಮೊದಲಾದವರು ಅಭಿನಯಿಸಿದ್ದಾರೆ ಎಂದರು. ಚಿತ್ರತಂಡದ ಸದಸ್ಯರು ಗೋಷ್ಠಿಯಲ್ಲಿದ್ದರು.	[57, 606, 297, 667]
obit-item	[57, 752, 297, 837]
form12d-body: ಮೈಸೂರು,ಏ.3-ಕರ್ನಾಟಕ ವಿಧಾನಸಭಾ ಸಾರ್ವತ್ರಿಕ ಚುನಾವಣೆ-2023ರ ಸಂಬಂಧ ಜಿಲ್ಲೆಯಲ್ಲಿ ಅಗತ್ಯ ಸೇವೆಗಳ ವಿಭಾಗದಲ್ಲಿ ಕೆಲಸ ಮಾಡುವ ಮತದಾರರು ಹಾಗೂ 80 ವರ್ಷ ಮೇಲ್ಪಟ್ಟ ಹಿರಿಯ ನಾಗರಿಕರು, ವಿಕಲಚೇತನರು ಅಂಚೆ ಮತ ಪತ್ರದ ಮೂಲಕ ಮತದಾನ ಮಾಡಲು ನಮೂನೆ-12ಡಿ ಅರ್ಜಿಯನ್ನು ಸಂಬಂಧಿಸಿದ ಮತಗಟ್ಟೆ ಮಟ್ಟದ ಅಧಿಕಾರಿಗಳ ಮೂಲಕ ಸಲ್ಲಿಸಬಹುದಾಗಿದೆ. ಚುನಾವಣಾ ಅಧಿಸೂಚನೆ ಹೊರಡಿಸಿದ 5 ದಿನಗಳೊಳಗೆ ಅರ್ಜಿ ಸಲ್ಲಿಸಬೇಕಾಗಿದೆ. ಜಿಲ್ಲೆಯಲ್ಲಿ ಸುಮಾರು 128 ಸಂಖ್ಯೆಯಷ್ಟು ಮತದಾರರು ಈ ಸೌಲಭ್ಯ ಪಡೆಯಬಹುದಾಗಿದ್ದು, ಜಿಲ್ಲಾ ಚುನಾವಣಾಧಿಕಾರಿ ಮಾಹಿತಿ ನೀಡಿದರು.	[646, 931, 895, 1003]
event-item: ■ ಶ್ರೀ ರಾಘವೇಂದ್ರಸ್ವಾಮಿ ಸೇವಾ ಸಮಿತಿ: ರಾಮನವಮಿ ಸಂಗೀತೋತ್ಸವ, ಕಲಾವಿದರು: ವಿದ್ವಾನ್ ಶ್ರೀನಿವಾಸ್, ಸ್ಥಳ: ಶ್ರೀ ರಾಘವೇಂದ್ರ ಮಠ, ಸಂಜೆ 6.30ಕ್ಕೆ.	[310, 1261, 592, 1281]
page-number-box	[55, 49, 101, 73]
